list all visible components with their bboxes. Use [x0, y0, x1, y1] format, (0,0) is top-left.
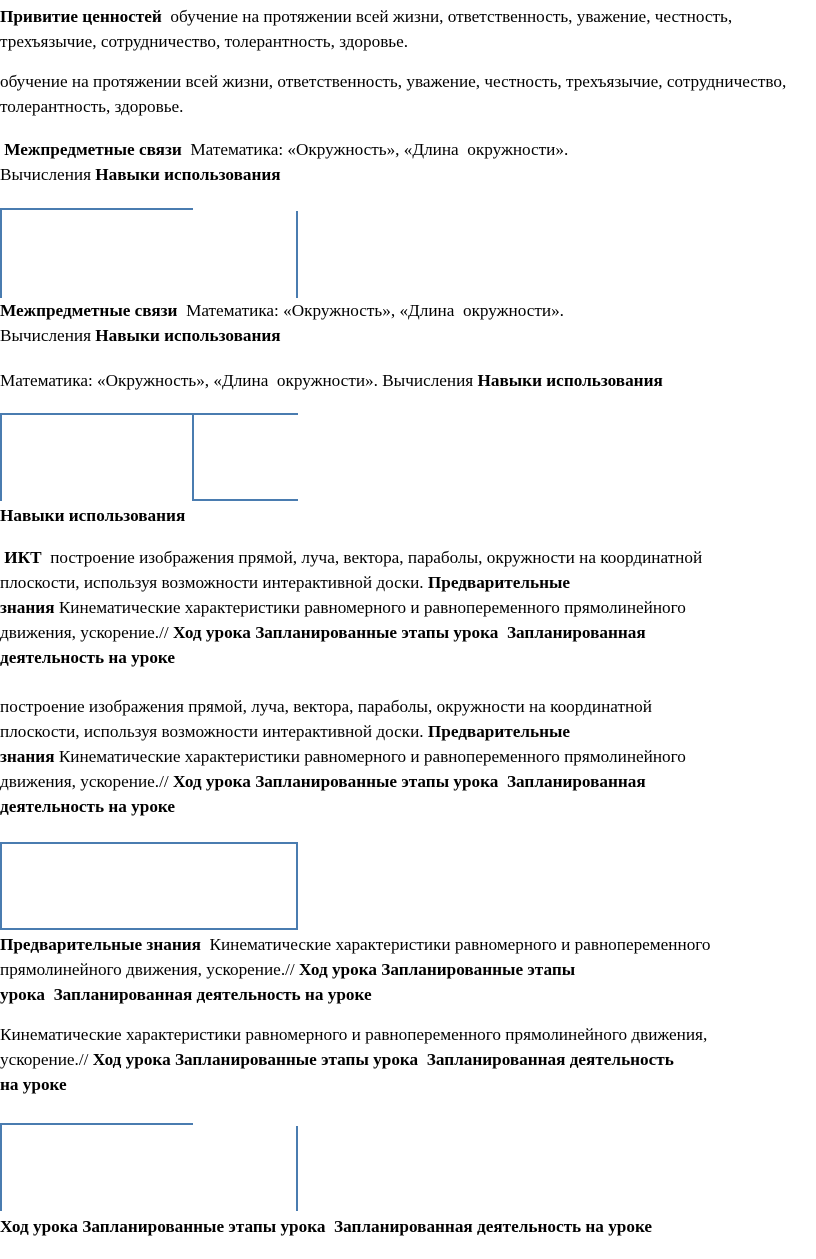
- zap-deyat-heading: Запланированная деятельность на уроке: [53, 985, 372, 1004]
- mezh-paragraph: [0, 137, 812, 187]
- mezh-heading: Межпредметные связи: [4, 140, 182, 159]
- vych-text: Вычисления: [0, 326, 91, 345]
- zap-etapy-heading: Запланированные этапы урока: [255, 623, 499, 642]
- ikt-paragraph: [0, 545, 812, 670]
- navyki-heading: Навыки использования: [477, 371, 663, 390]
- values-list-text: обучение на протяжении всей жизни, ответственность, уважение, честность, трехъязычие, сотрудничество, толерантность, здоровье.: [0, 72, 791, 116]
- table-rule: [0, 413, 298, 415]
- table-rule: [0, 208, 193, 210]
- pred-heading: Предварительные знания: [0, 935, 201, 954]
- glyph: //: [159, 623, 169, 642]
- math-text: Математика: «Окружность», «Длина окружности».: [186, 301, 564, 320]
- navyki-heading: Навыки использования: [95, 326, 281, 345]
- hod-heading: Ход урока: [172, 772, 251, 791]
- ikt-heading: ИКТ: [4, 548, 42, 567]
- zap-etapy-heading: Запланированные этапы урока: [255, 772, 499, 791]
- pred-heading-part: Предварительные знания: [0, 722, 571, 766]
- pred-text-part: Кинематические характеристики равномерного и равнопеременного прямолинейного движения, ускорение.: [0, 935, 711, 979]
- pred-text-part: Кинематические характеристики равномерного и равнопеременного прямолинейного движения, ускорение.: [0, 1025, 708, 1069]
- zap-deyat-heading: Запланированная деятельность на уроке: [334, 1217, 653, 1236]
- hod-paragraph: [0, 1214, 812, 1239]
- ikt-text-part2: построение изображения прямой, луча, вектора, параболы, окружности на координатной плоскости, используя возможности интерактивной доски.: [0, 697, 652, 741]
- table-rule: [0, 842, 2, 930]
- hod-heading: Ход урока: [0, 1217, 78, 1236]
- hod-heading: Ход урока: [92, 1050, 171, 1069]
- table-rule: [296, 1126, 298, 1211]
- glyph: //: [78, 1050, 89, 1069]
- table-rule: [193, 499, 298, 501]
- values-heading: Привитие ценностей: [0, 7, 162, 26]
- pred-paragraph: [0, 932, 812, 1007]
- ikt-text-paragraph: [0, 694, 812, 819]
- table-rule: [0, 928, 298, 930]
- values-list-text: обучение на протяжении всей жизни, ответственность, уважение, честность, трехъязычие, сотрудничество, толерантность, здоровье.: [0, 7, 737, 51]
- hod-heading: Ход урока: [172, 623, 251, 642]
- vych-text: Вычисления: [382, 371, 474, 390]
- zap-deyat-heading-part: Запланированная деятельность на уроке: [0, 623, 646, 667]
- vych-text: Вычисления: [0, 165, 91, 184]
- table-rule: [0, 413, 2, 501]
- math-paragraph: [0, 368, 812, 393]
- math-text: Математика: «Окружность», «Длина окружности».: [190, 140, 569, 159]
- table-rule: [192, 413, 194, 501]
- pred-text-part: Кинематические характеристики равномерного и равнопеременного прямолинейного движения, ускорение.: [0, 598, 686, 642]
- table-rule: [0, 208, 2, 298]
- table-rule: [0, 1123, 193, 1125]
- table-rule: [296, 211, 298, 298]
- table-rule: [0, 842, 298, 844]
- ikt-text-part1: построение изображения прямой, луча, вектора, параболы, окружности на координатной плоскости, используя возможности интерактивной доски.: [0, 548, 703, 592]
- zap-etapy-heading: Запланированные этапы урока: [82, 1217, 326, 1236]
- zap-etapy-heading-part: Запланированные этапы урока: [0, 960, 576, 1004]
- pred-text-paragraph: [0, 1022, 812, 1097]
- pred-text-part: Кинематические характеристики равномерного и равнопеременного прямолинейного движения, ускорение.: [0, 747, 686, 791]
- mezh-paragraph-2: [0, 298, 812, 348]
- zap-deyat-heading-part: Запланированная деятельность на уроке: [0, 772, 646, 816]
- mezh-heading: Межпредметные связи: [0, 301, 178, 320]
- values-paragraph: [0, 4, 812, 54]
- zap-deyat-heading-part: Запланированная деятельность на уроке: [0, 1050, 674, 1094]
- navyki-heading: Навыки использования: [0, 506, 186, 525]
- navyki-heading: Навыки использования: [95, 165, 281, 184]
- math-text: Математика: «Окружность», «Длина окружности».: [0, 371, 378, 390]
- values-list-paragraph: [0, 69, 812, 119]
- pred-heading-part: Предварительные знания: [0, 573, 571, 617]
- zap-etapy-heading: Запланированные этапы урока: [174, 1050, 419, 1069]
- hod-heading: Ход урока: [298, 960, 377, 979]
- table-rule: [296, 842, 298, 930]
- navyki-paragraph: [0, 503, 812, 528]
- table-rule: [0, 1123, 2, 1211]
- glyph: //: [159, 772, 169, 791]
- glyph: //: [285, 960, 295, 979]
